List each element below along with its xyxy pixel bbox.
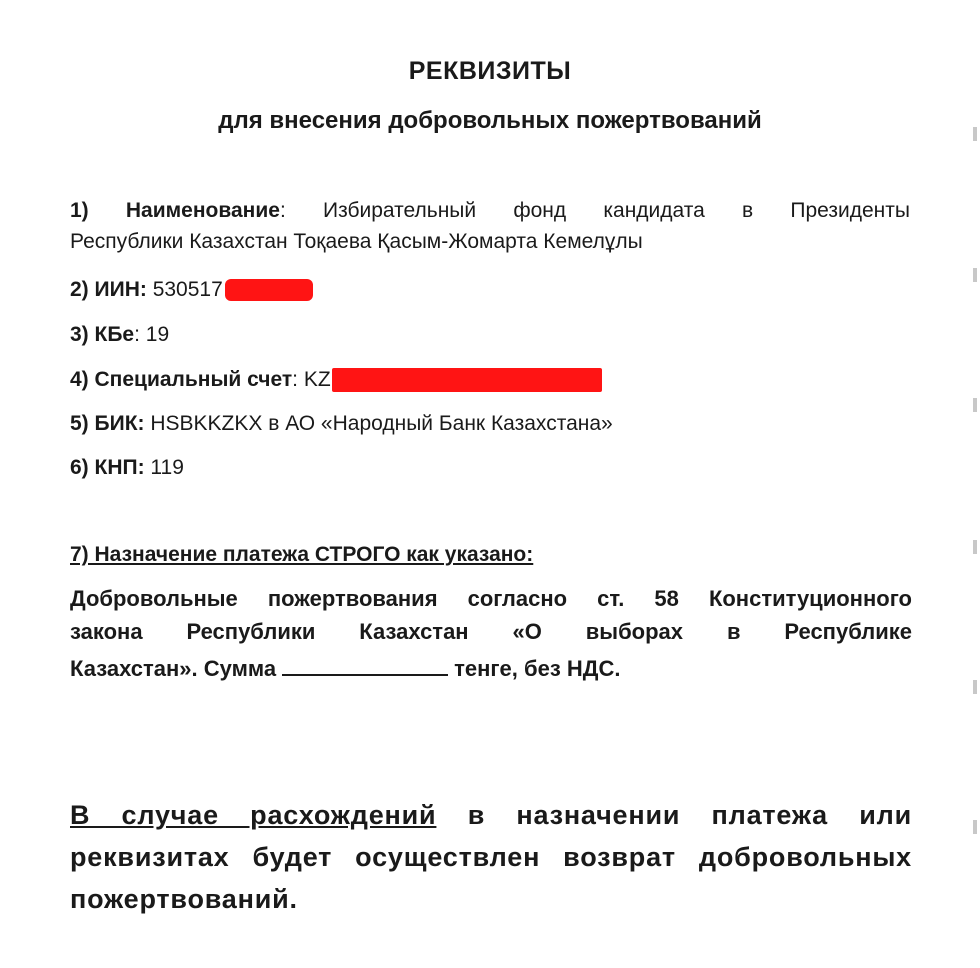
item-bik-label: 5) БИК: [70, 412, 145, 435]
amount-blank [282, 654, 448, 676]
scan-edge-mark [973, 820, 977, 834]
item-kbe-value: : 19 [134, 323, 170, 346]
item-account-value: : KZ [292, 368, 331, 391]
item-knp-label: 6) КНП: [70, 456, 145, 479]
iin-redaction [225, 279, 313, 301]
item-account-label: 4) Специальный счет [70, 368, 293, 391]
item-name-value-line2: Республики Казахстан Тоқаева Қасым-Жомарта Кемелұлы [70, 230, 643, 253]
warning-underlined: В случае расхождений [70, 800, 437, 830]
purpose-heading: 7) Назначение платежа СТРОГО как указано: [70, 543, 534, 566]
item-knp [70, 456, 184, 480]
item-bik [70, 412, 613, 436]
page-title: РЕКВИЗИТЫ [408, 57, 572, 85]
item-iin-value: 530517 [152, 278, 223, 301]
item-name-value-line1: : Избирательный фонд кандидата в Президенты [279, 199, 910, 222]
scan-edge-mark [973, 268, 977, 282]
scan-edge-mark [973, 680, 977, 694]
item-iin-label: 2) ИИН: [70, 278, 147, 301]
scan-edge-mark [973, 398, 977, 412]
purpose-line-1: Добровольные пожертвования согласно ст. 58 Конституционного [70, 586, 912, 611]
purpose-line-3 [70, 654, 620, 682]
purpose-line-3-start: Казахстан». Сумма [70, 656, 277, 681]
scan-edge-mark [973, 540, 977, 554]
item-kbe-label: 3) КБе [70, 323, 135, 346]
item-account [70, 368, 602, 392]
item-name-line1 [70, 199, 910, 223]
warning-line-2: реквизитах будет осуществлен возврат добровольных [70, 842, 912, 872]
scan-edge-mark [973, 127, 977, 141]
item-kbe [70, 323, 169, 347]
warning-line-1 [70, 800, 912, 831]
warning-line-1-rest: в назначении платежа или [467, 800, 912, 830]
item-iin [70, 278, 313, 302]
item-name-label: 1) Наименование [70, 199, 280, 222]
purpose-line-2: закона Республики Казахстан «О выборах в Республике [70, 619, 912, 644]
purpose-line-3-end: тенге, без НДС. [454, 656, 621, 681]
item-bik-value: HSBKKZKX в АО «Народный Банк Казахстана» [150, 412, 613, 435]
warning-line-3: пожертвований. [70, 884, 298, 914]
page-subtitle: для внесения добровольных пожертвований [218, 107, 762, 134]
account-redaction [332, 368, 602, 392]
item-knp-value: 119 [150, 456, 184, 479]
